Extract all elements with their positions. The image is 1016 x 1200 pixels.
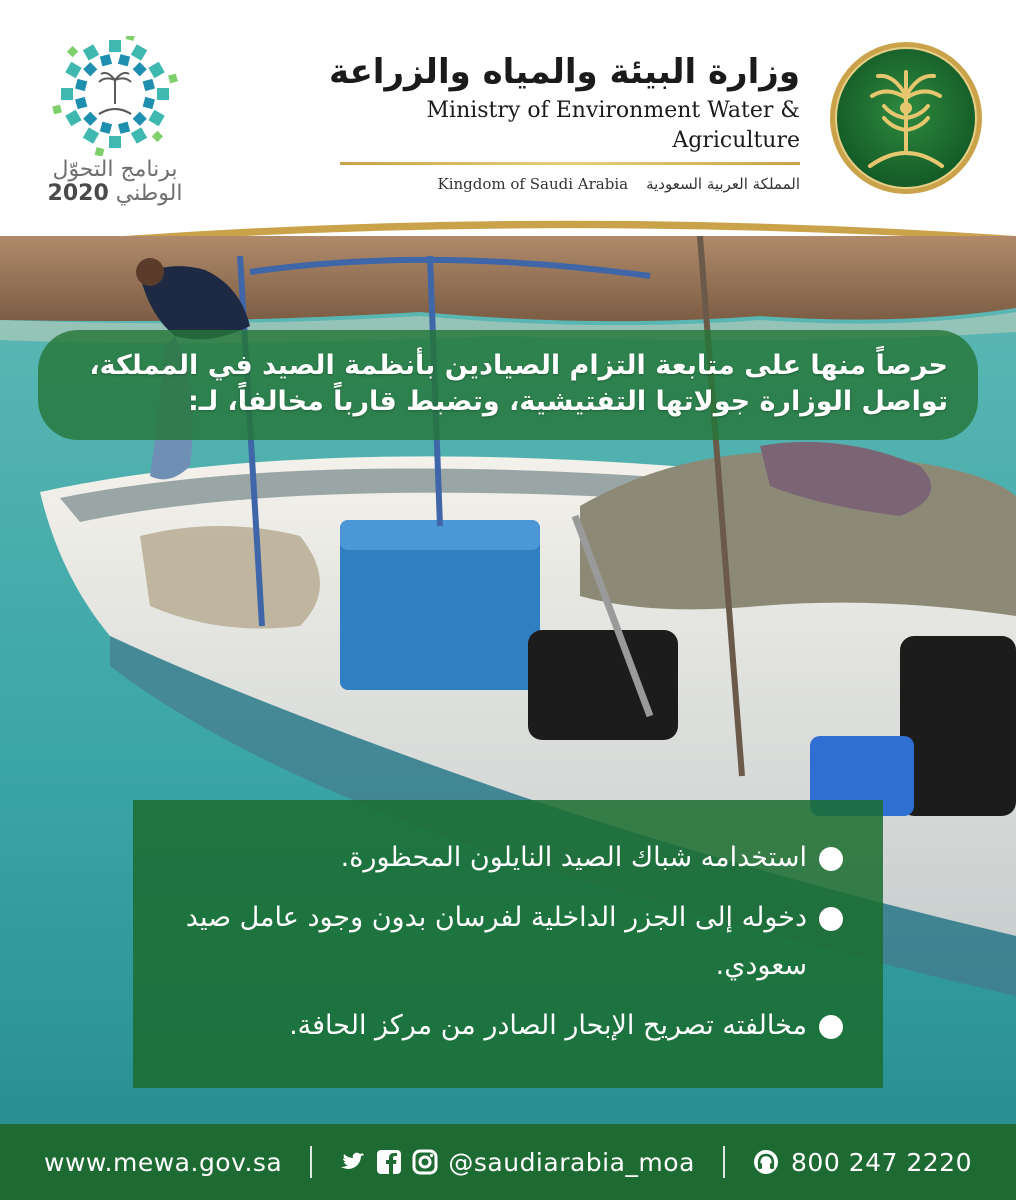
violation-text: استخدامه شباك الصيد النايلون المحظورة. [340,842,807,873]
footer-divider [723,1146,725,1178]
phone-number[interactable]: 800 247 2220 [791,1147,972,1177]
website-link[interactable]: www.mewa.gov.sa [44,1147,283,1177]
vision-line2: الوطني [115,181,183,206]
twitter-icon[interactable] [340,1149,366,1175]
intro-panel [38,330,978,440]
header [0,0,1016,240]
ministry-seal-logo [826,38,986,198]
palm-swords-seal-icon [826,38,986,198]
intro-text [68,348,948,420]
ministry-name-en: Ministry of Environment Water & Agriculture [426,98,800,153]
intro-line-1: حرصاً منها على متابعة التزام الصيادين بأنظمة الصيد في المملكة، [89,350,948,381]
vision-star-icon [40,36,190,156]
social-handles[interactable] [340,1148,695,1177]
violations-panel [133,800,883,1088]
footer [0,1124,1016,1200]
violations-list [163,834,843,1062]
vision-line1: برنامج التحوّل [52,157,178,182]
phone-contact[interactable] [753,1148,972,1177]
instagram-icon[interactable] [412,1149,438,1175]
headset-icon [753,1149,779,1175]
list-item [163,894,843,990]
list-item [163,1002,843,1050]
social-handle[interactable]: @saudiarabia_moa [448,1147,695,1177]
violation-text: مخالفته تصريح الإبحار الصادر من مركز الحافة. [289,1010,807,1041]
bullet-icon [819,907,843,931]
vision-2020-text [40,158,190,206]
kingdom-line [300,175,800,193]
facebook-icon[interactable] [376,1149,402,1175]
kingdom-name-en: Kingdom of Saudi Arabia [437,175,629,193]
footer-contacts [44,1142,972,1182]
vision-year: 2020 [47,181,109,206]
gold-divider [340,162,800,165]
kingdom-name-ar: المملكة العربية السعودية [646,175,800,193]
bullet-icon [819,847,843,871]
list-item [163,834,843,882]
intro-line-2: تواصل الوزارة جولاتها التفتيشية، وتضبط قارباً مخالفاً، لـ: [187,386,948,417]
ministry-name-ar: وزارة البيئة والمياه والزراعة [328,52,800,92]
violation-text: دخوله إلى الجزر الداخلية لفرسان بدون وجود عامل صيد سعودي. [185,902,807,981]
ministry-name-block [300,50,800,193]
footer-divider [310,1146,312,1178]
bullet-icon [819,1015,843,1039]
